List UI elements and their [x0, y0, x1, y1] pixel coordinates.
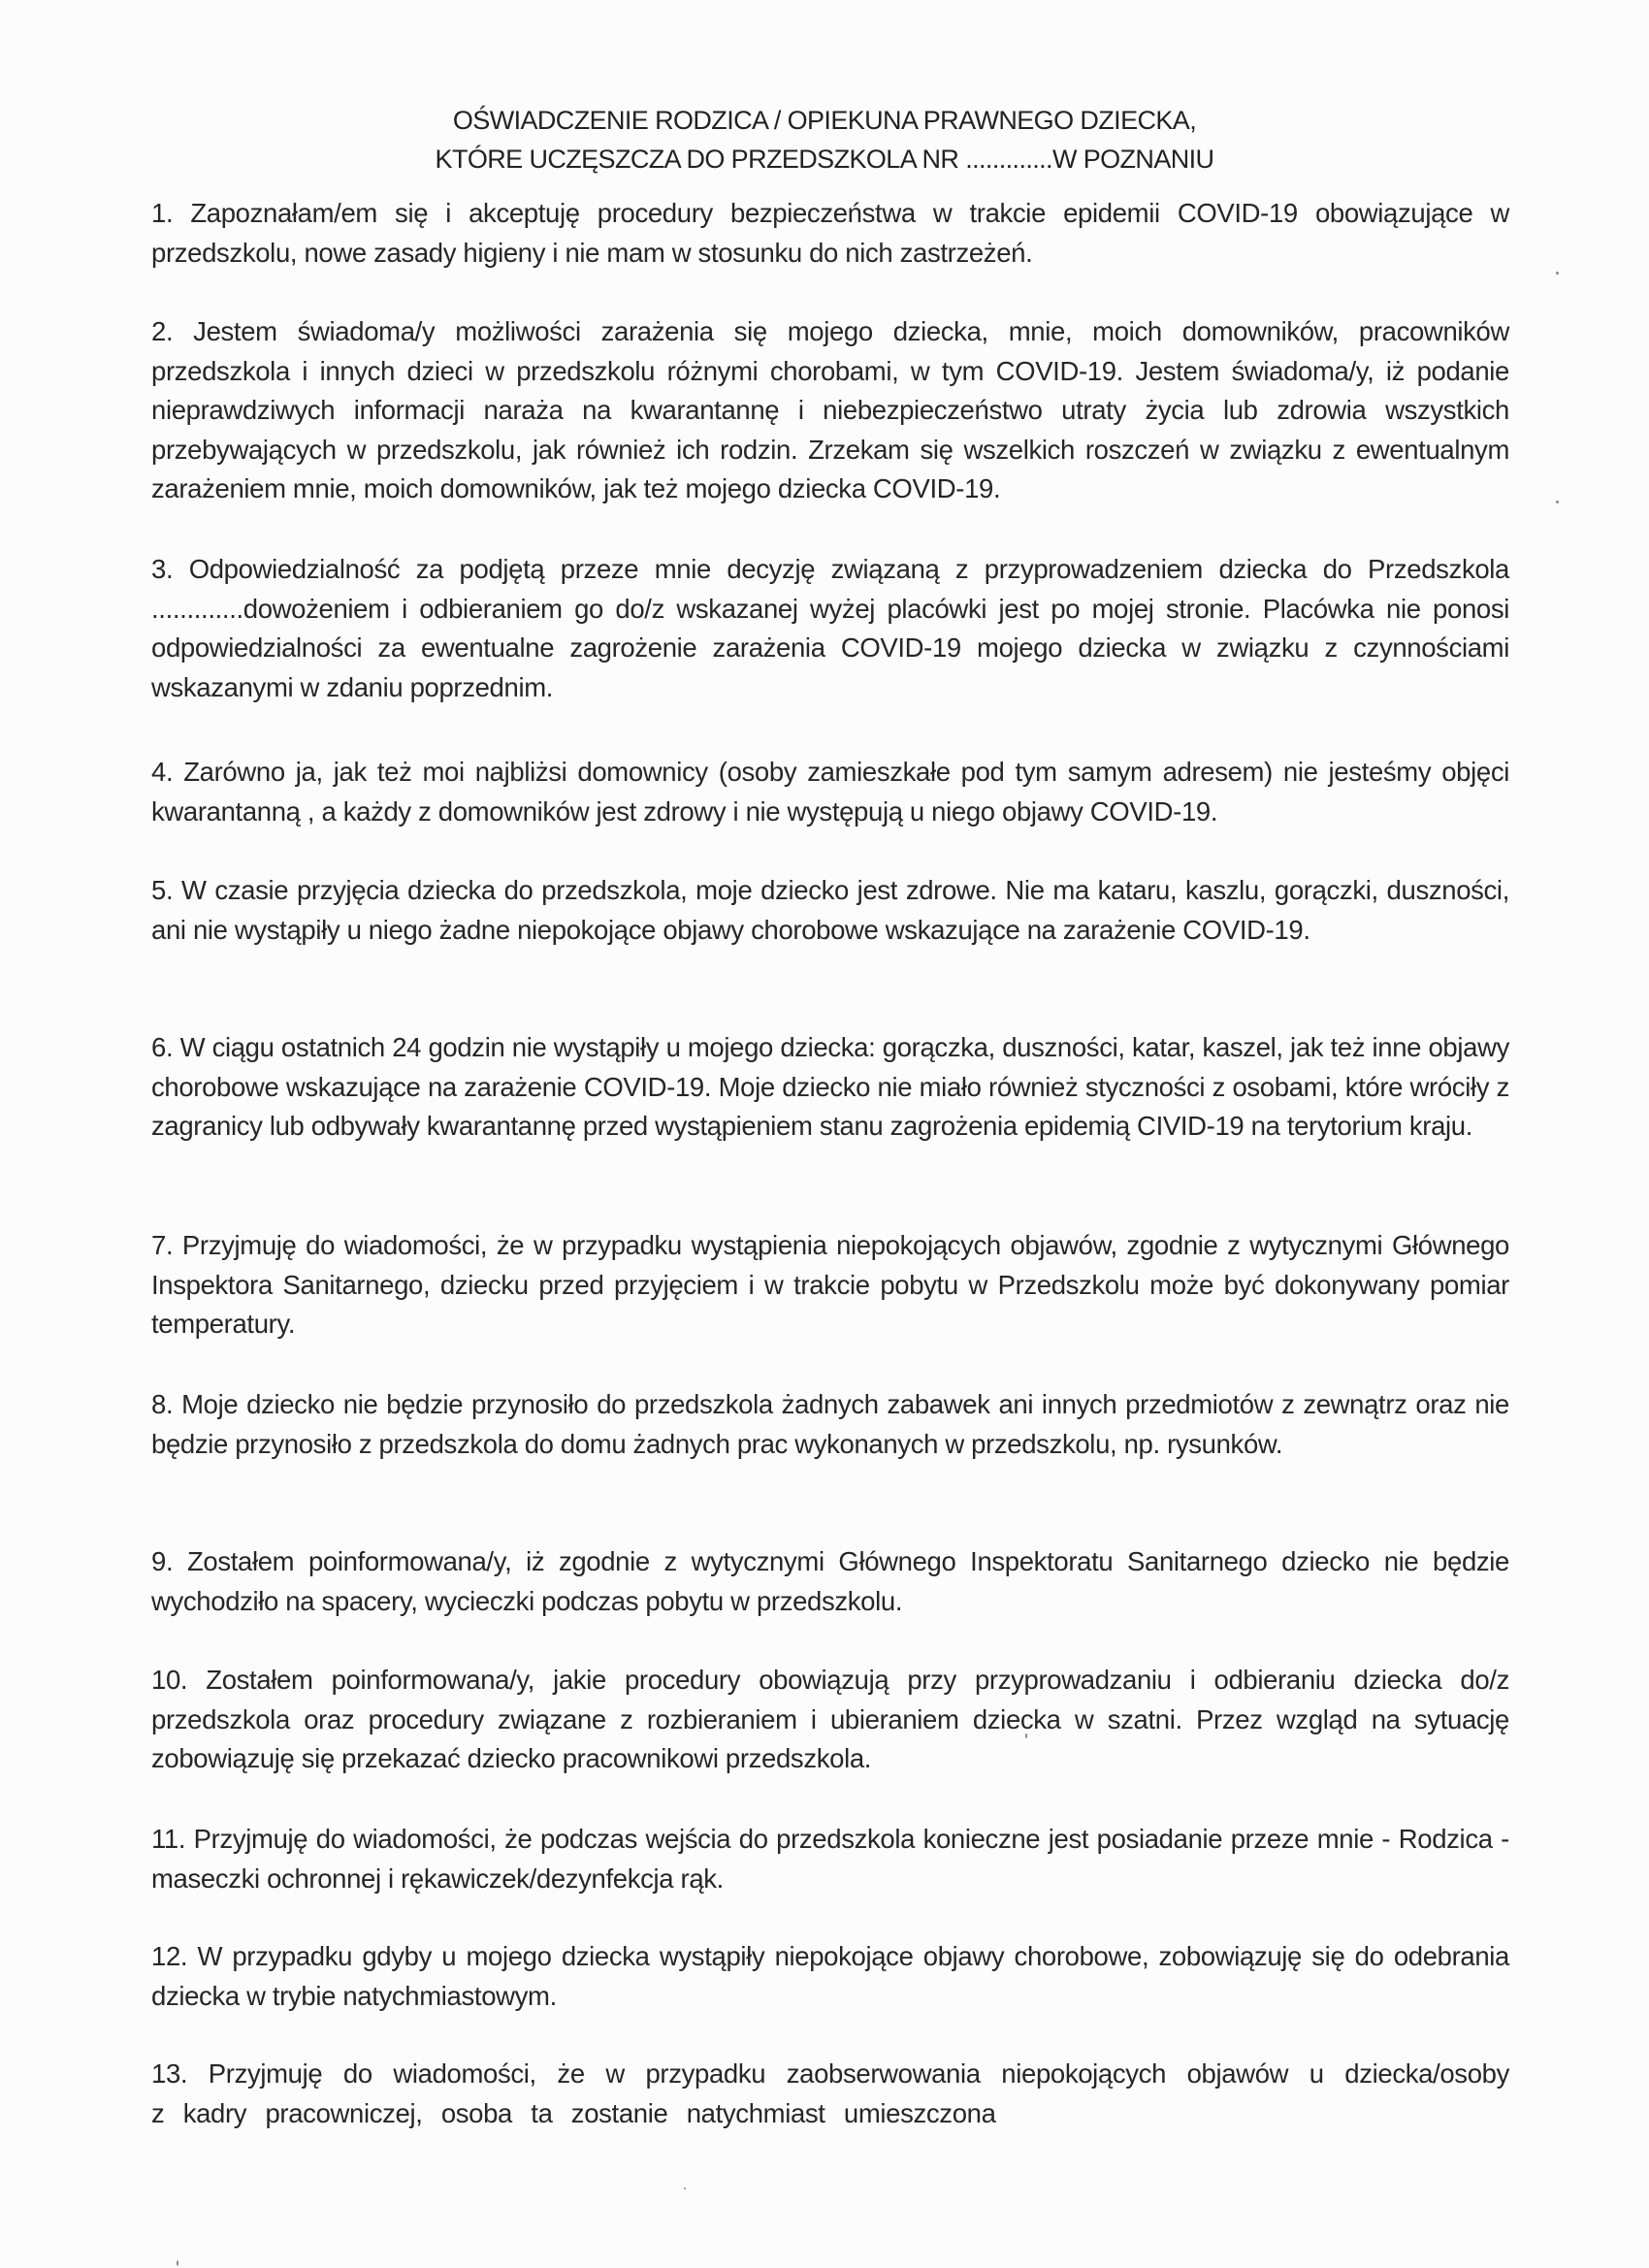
paragraph-2: 2. Jestem świadoma/y możliwości zarażenia się mojego dziecka, mnie, moich domowników, pracowników przedszkola i innych dzieci w przedszkolu różnymi chorobami, w tym COVID-19. Jestem świadoma/y, iż podanie nieprawdziwych informacji naraża na kwarantannę i niebezpieczeństwo utraty życia lub zdrowia wszystkich przebywających w przedszkolu, jak również ich rodzin. Zrzekam się wszelkich roszczeń w związku z ewentualnym zarażeniem mnie, moich domowników, jak też mojego dziecka COVID-19.: [151, 316, 1509, 503]
paragraph-5: 5. W czasie przyjęcia dziecka do przedszkola, moje dziecko jest zdrowe. Nie ma kataru, kaszlu, gorączki, duszności, ani nie wystąpiły u niego żadne niepokojące objawy chorobowe wskazujące na zarażenie COVID-19.: [151, 875, 1509, 945]
paragraph-9: 9. Zostałem poinformowana/y, iż zgodnie z wytycznymi Głównego Inspektoratu Sanitarnego dziecko nie będzie wychodziło na spacery, wycieczki podczas pobytu w przedszkolu.: [151, 1546, 1509, 1616]
paragraph-7: 7. Przyjmuję do wiadomości, że w przypadku wystąpienia niepokojących objawów, zgodnie z wytycznymi Głównego Inspektora Sanitarnego, dziecku przed przyjęciem i w trakcie pobytu w Przedszkolu może być dokonywany pomiar temperatury.: [151, 1230, 1509, 1339]
scan-speck: [1025, 1733, 1027, 1738]
scan-speck: [684, 2187, 686, 2189]
paragraph-8: 8. Moje dziecko nie będzie przynosiło do przedszkola żadnych zabawek ani innych przedmiotów z zewnątrz oraz nie będzie przynosiło z przedszkola do domu żadnych prac wykonanych w przedszkolu, np. rysunków.: [151, 1389, 1509, 1459]
title-line-1: OŚWIADCZENIE RODZICA / OPIEKUNA PRAWNEGO DZIECKA,: [452, 106, 1197, 135]
paragraph-12: 12. W przypadku gdyby u mojego dziecka wystąpiły niepokojące objawy chorobowe, zobowiązuję się do odebrania dziecka w trybie natychmiastowym.: [151, 1941, 1509, 2011]
scan-speck: [1556, 501, 1559, 503]
paragraph-4: 4. Zarówno ja, jak też moi najbliżsi domownicy (osoby zamieszkałe pod tym samym adresem) nie jesteśmy objęci kwarantanną , a każdy z domowników jest zdrowy i nie występują u niego objawy COVID-19.: [151, 757, 1509, 826]
scan-speck: [177, 2260, 178, 2266]
paragraph-6: 6. W ciągu ostatnich 24 godzin nie wystąpiły u mojego dziecka: gorączka, duszności, katar, kaszel, jak też inne objawy chorobowe wskazujące na zarażenie COVID-19. Moje dziecko nie miało również styczności z osobami, które wróciły z zagranicy lub odbywały kwarantannę przed wystąpieniem stanu zagrożenia epidemią CIVID-19 na terytorium kraju.: [151, 1032, 1509, 1141]
paragraph-10: 10. Zostałem poinformowana/y, jakie procedury obowiązują przy przyprowadzaniu i odbieraniu dziecka do/z przedszkola oraz procedury związane z rozbieraniem i ubieraniem dziecka w szatni. Przez wzgląd na sytuację zobowiązuję się przekazać dziecko pracownikowi przedszkola.: [151, 1665, 1509, 1773]
paragraph-1: 1. Zapoznałam/em się i akceptuję procedury bezpieczeństwa w trakcie epidemii COVID-19 obowiązujące w przedszkolu, nowe zasady higieny i nie mam w stosunku do nich zastrzeżeń.: [151, 198, 1509, 268]
paragraph-13: 13. Przyjmuję do wiadomości, że w przypadku zaobserwowania niepokojących objawów u dziecka/osoby z kadry pracowniczej, osoba ta zostanie natychmiast umieszczona: [151, 2058, 1509, 2128]
paragraph-3: 3. Odpowiedzialność za podjętą przeze mnie decyzję związaną z przyprowadzeniem dziecka do Przedszkola .............dowożeniem i odbieraniem go do/z wskazanej wyżej placówki jest po mojej stronie. Placówka nie ponosi odpowiedzialności za ewentualne zagrożenie zarażenia COVID-19 mojego dziecka w związku z czynnościami wskazanymi w zdaniu poprzednim.: [151, 554, 1509, 702]
scan-speck: [1556, 272, 1559, 275]
title-line-2: KTÓRE UCZĘSZCZA DO PRZEDSZKOLA NR .............W POZNANIU: [435, 145, 1214, 174]
paragraph-11: 11. Przyjmuję do wiadomości, że podczas wejścia do przedszkola konieczne jest posiadanie przeze mnie - Rodzica - maseczki ochronnej i rękawiczek/dezynfekcja rąk.: [151, 1824, 1509, 1894]
